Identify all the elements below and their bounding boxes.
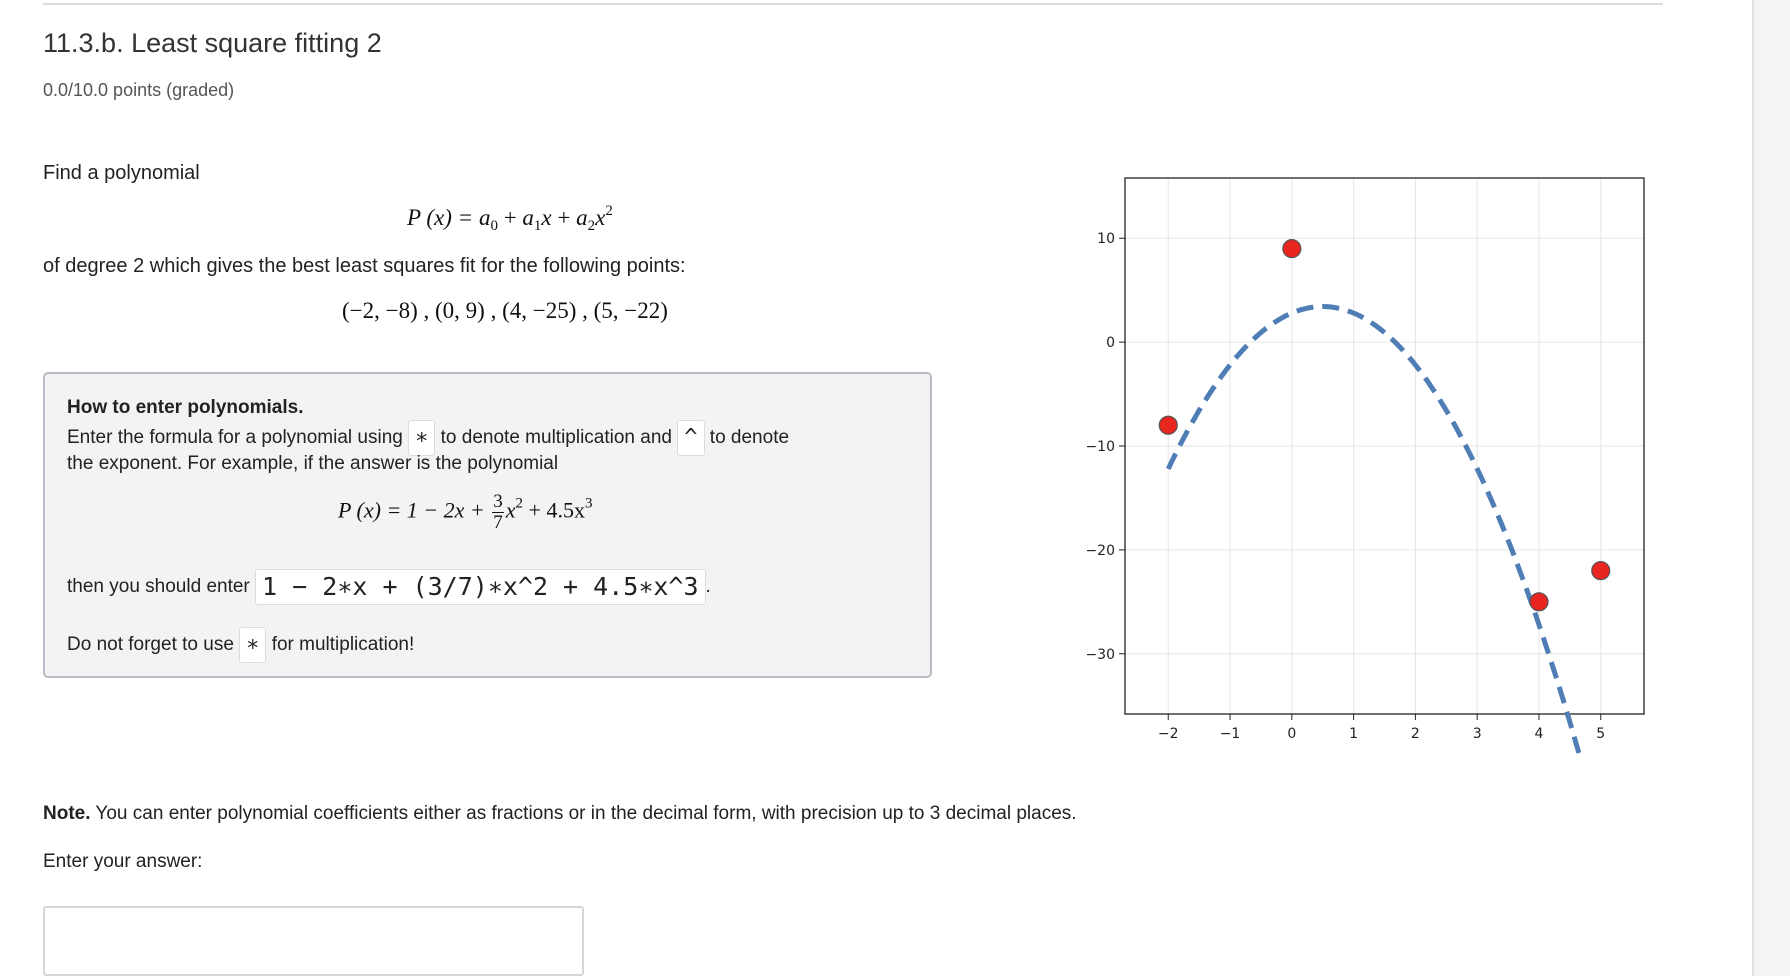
x-tick-label: 4 bbox=[1534, 726, 1544, 742]
multiply-key: ∗ bbox=[408, 420, 435, 456]
example-input-code: 1 − 2∗x + (3/7)∗x^2 + 4.5∗x^3 bbox=[255, 569, 706, 605]
data-point bbox=[1159, 416, 1177, 434]
points-list: (−2, −8) , (0, 9) , (4, −25) , (5, −22) bbox=[342, 298, 668, 323]
x-tick-label: 2 bbox=[1410, 726, 1420, 742]
x-tick-label: 1 bbox=[1349, 726, 1359, 742]
data-point bbox=[1592, 562, 1610, 580]
howto-line2: the exponent. For example, if the answer is the polynomial bbox=[67, 453, 559, 474]
data-point bbox=[1530, 593, 1548, 611]
x-tick-label: 5 bbox=[1596, 726, 1606, 742]
exponent-key: ^ bbox=[677, 420, 704, 456]
fit-curve bbox=[1168, 307, 1601, 761]
points-status: 0.0/10.0 points (graded) bbox=[43, 80, 235, 100]
y-tick-label: −10 bbox=[1085, 439, 1115, 455]
intro-text: Find a polynomial bbox=[43, 162, 200, 184]
example-formula: P (x) = 1 − 2x + $\frac{3}{7}$ $x^2 + 4.5x^3$ bbox=[338, 491, 593, 533]
howto-line1: Enter the formula for a polynomial using ∗ to denote multiplication and ^ to denote bbox=[67, 420, 789, 456]
x-tick-label: −2 bbox=[1157, 726, 1179, 742]
answer-input[interactable] bbox=[43, 906, 584, 976]
y-tick-label: −20 bbox=[1085, 542, 1115, 559]
x-tick-label: −1 bbox=[1219, 726, 1241, 742]
x-tick-label: 0 bbox=[1287, 726, 1297, 742]
reminder-line: Do not forget to use ∗ for multiplication! bbox=[67, 627, 414, 663]
degree-text: of degree 2 which gives the best least squares fit for the following points: bbox=[43, 255, 686, 277]
then-enter-line: then you should enter 1 − 2∗x + (3/7)∗x^2 + 4.5∗x^3 . bbox=[67, 569, 711, 605]
top-divider bbox=[43, 3, 1663, 5]
data-point bbox=[1283, 240, 1301, 258]
polynomial-formula: P $(x) = a_0 + a_1x + a_2x^2$ bbox=[407, 203, 613, 234]
y-tick-label: −30 bbox=[1085, 646, 1115, 663]
howto-infobox bbox=[43, 372, 932, 678]
fit-chart bbox=[1070, 170, 1650, 760]
answer-label: Enter your answer: bbox=[43, 851, 203, 872]
reminder-multiply-key: ∗ bbox=[239, 627, 266, 663]
howto-heading: How to enter polynomials. bbox=[67, 397, 304, 418]
y-tick-label: 0 bbox=[1106, 335, 1115, 352]
problem-title: 11.3.b. Least square fitting 2 bbox=[43, 28, 382, 58]
scrollbar-track[interactable] bbox=[1752, 0, 1790, 976]
y-tick-label: 10 bbox=[1097, 231, 1115, 248]
note-text: Note. You can enter polynomial coefficients either as fractions or in the decimal form, with precision up to 3 decimal places. bbox=[43, 803, 1077, 824]
x-tick-label: 3 bbox=[1472, 726, 1482, 742]
